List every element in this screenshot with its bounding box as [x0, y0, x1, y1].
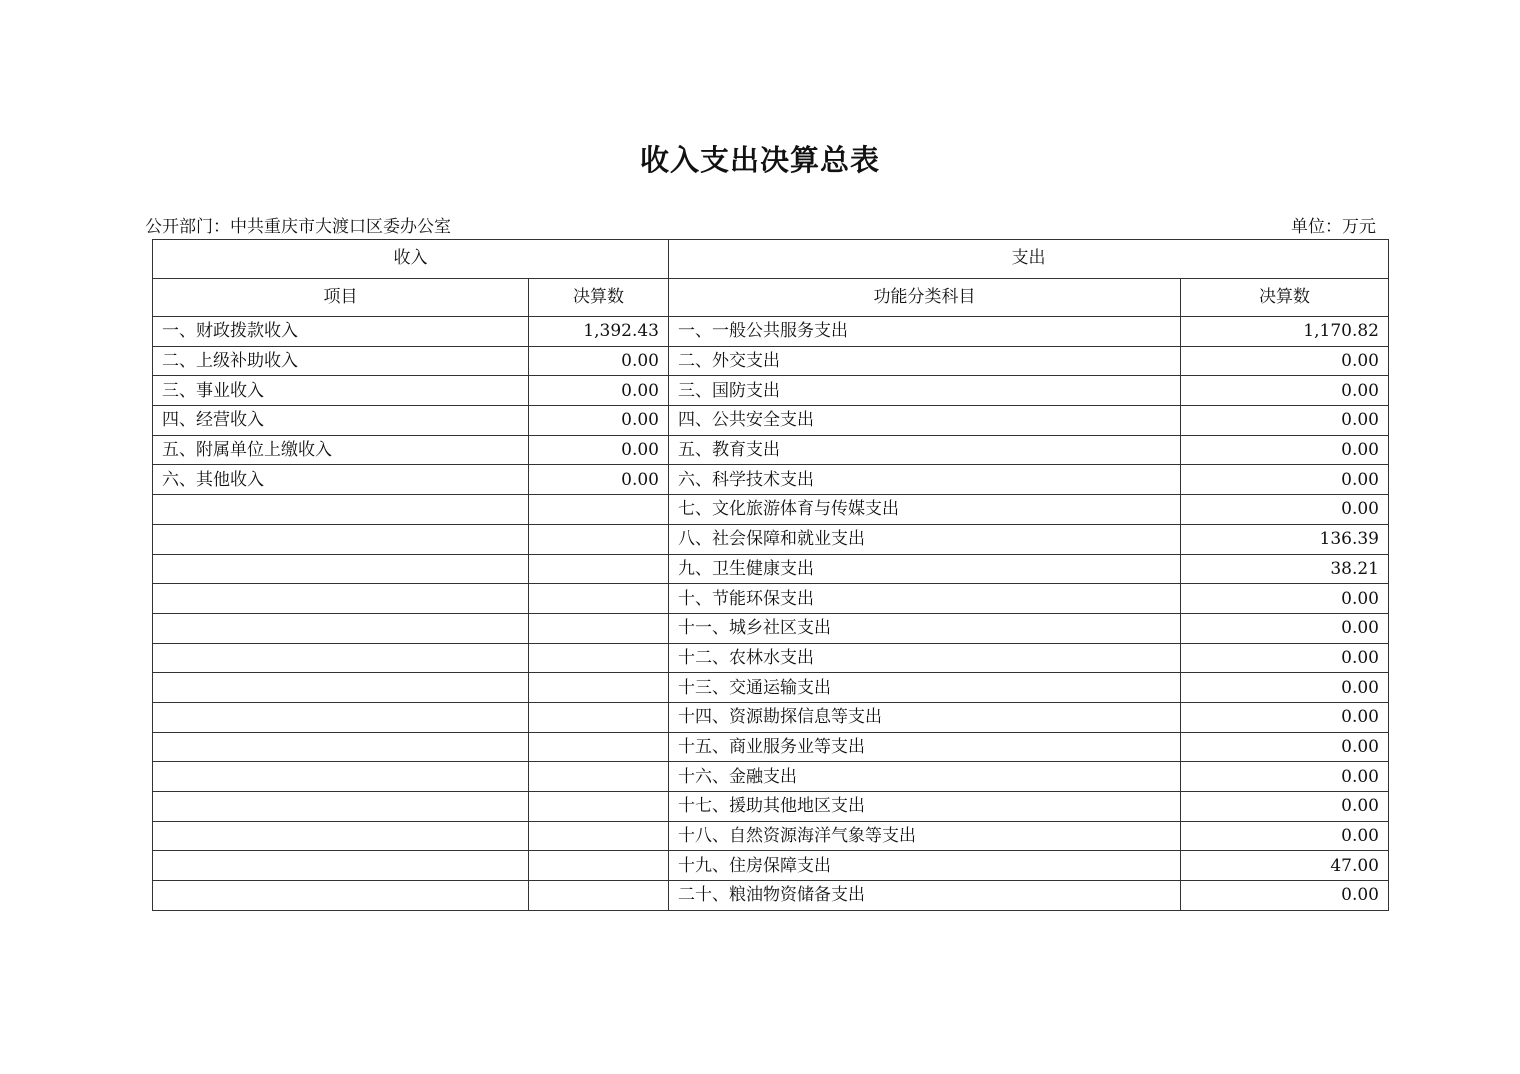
table-row	[153, 376, 1389, 406]
expense-amount-cell: 0.00	[1181, 792, 1389, 822]
expense-amount-cell: 1,170.82	[1181, 317, 1389, 347]
income-item-cell	[153, 613, 529, 643]
expense-item-cell: 三、国防支出	[669, 376, 1181, 406]
table-row	[153, 613, 1389, 643]
income-amount-cell	[529, 584, 669, 614]
income-item-cell	[153, 524, 529, 554]
expense-item-cell: 八、社会保障和就业支出	[669, 524, 1181, 554]
expense-item-cell: 十一、城乡社区支出	[669, 613, 1181, 643]
table-row	[153, 673, 1389, 703]
income-item-cell	[153, 881, 529, 911]
income-amount-cell: 0.00	[529, 435, 669, 465]
income-item-cell	[153, 673, 529, 703]
income-item-cell	[153, 554, 529, 584]
expense-amount-cell: 0.00	[1181, 406, 1389, 436]
income-amount-cell: 0.00	[529, 376, 669, 406]
expense-item-cell: 二十、粮油物资储备支出	[669, 881, 1181, 911]
expense-amount-cell: 38.21	[1181, 554, 1389, 584]
expense-amount-cell: 47.00	[1181, 851, 1389, 881]
income-item-cell	[153, 851, 529, 881]
income-amount-cell: 0.00	[529, 465, 669, 495]
expense-item-cell: 二、外交支出	[669, 346, 1181, 376]
income-amount-cell	[529, 702, 669, 732]
income-expense-table	[152, 239, 1389, 911]
expense-amount-cell: 0.00	[1181, 762, 1389, 792]
expense-item-cell: 四、公共安全支出	[669, 406, 1181, 436]
expense-item-cell: 十六、金融支出	[669, 762, 1181, 792]
table-row	[153, 762, 1389, 792]
income-item-cell	[153, 732, 529, 762]
table-row	[153, 435, 1389, 465]
expense-item-cell: 十三、交通运输支出	[669, 673, 1181, 703]
table-row	[153, 851, 1389, 881]
expense-amount-cell: 0.00	[1181, 376, 1389, 406]
table-row	[153, 792, 1389, 822]
expense-amount-cell: 0.00	[1181, 821, 1389, 851]
table-row	[153, 317, 1389, 347]
income-amount-cell	[529, 643, 669, 673]
income-item-cell: 六、其他收入	[153, 465, 529, 495]
income-item-cell	[153, 821, 529, 851]
income-item-cell	[153, 643, 529, 673]
income-amount-cell	[529, 495, 669, 525]
page-title: 收入支出决算总表	[639, 143, 880, 177]
table-row	[153, 346, 1389, 376]
table-column-header-row	[153, 278, 1389, 317]
income-item-cell: 二、上级补助收入	[153, 346, 529, 376]
expense-amount-cell: 0.00	[1181, 643, 1389, 673]
expense-amount-cell: 0.00	[1181, 346, 1389, 376]
table-row	[153, 554, 1389, 584]
column-header-functional-category: 功能分类科目	[669, 278, 1181, 317]
income-amount-cell	[529, 792, 669, 822]
income-item-cell: 三、事业收入	[153, 376, 529, 406]
table-row	[153, 584, 1389, 614]
expense-item-cell: 十二、农林水支出	[669, 643, 1181, 673]
expense-amount-cell: 0.00	[1181, 613, 1389, 643]
table-row	[153, 524, 1389, 554]
table-body	[153, 317, 1389, 911]
expense-item-cell: 五、教育支出	[669, 435, 1181, 465]
table-row	[153, 406, 1389, 436]
expense-amount-cell: 0.00	[1181, 495, 1389, 525]
expense-amount-cell: 136.39	[1181, 524, 1389, 554]
table-row	[153, 732, 1389, 762]
income-item-cell	[153, 584, 529, 614]
income-item-cell: 五、附属单位上缴收入	[153, 435, 529, 465]
table-row	[153, 881, 1389, 911]
expense-item-cell: 六、科学技术支出	[669, 465, 1181, 495]
table-row	[153, 643, 1389, 673]
expense-amount-cell: 0.00	[1181, 732, 1389, 762]
income-item-cell: 一、财政拨款收入	[153, 317, 529, 347]
expense-item-cell: 一、一般公共服务支出	[669, 317, 1181, 347]
income-item-cell	[153, 702, 529, 732]
expense-amount-cell: 0.00	[1181, 702, 1389, 732]
expense-item-cell: 十七、援助其他地区支出	[669, 792, 1181, 822]
table-row	[153, 821, 1389, 851]
income-item-cell	[153, 495, 529, 525]
expense-amount-cell: 0.00	[1181, 673, 1389, 703]
table-group-header-row	[153, 240, 1389, 279]
table-row	[153, 465, 1389, 495]
expense-amount-cell: 0.00	[1181, 465, 1389, 495]
expense-item-cell: 十四、资源勘探信息等支出	[669, 702, 1181, 732]
income-item-cell: 四、经营收入	[153, 406, 529, 436]
income-group-header: 收入	[153, 240, 669, 279]
expense-item-cell: 十八、自然资源海洋气象等支出	[669, 821, 1181, 851]
table-row	[153, 702, 1389, 732]
income-amount-cell	[529, 673, 669, 703]
income-amount-cell: 0.00	[529, 346, 669, 376]
expense-item-cell: 十五、商业服务业等支出	[669, 732, 1181, 762]
income-amount-cell	[529, 554, 669, 584]
expense-amount-cell: 0.00	[1181, 435, 1389, 465]
income-amount-cell: 0.00	[529, 406, 669, 436]
income-item-cell	[153, 792, 529, 822]
income-amount-cell	[529, 881, 669, 911]
table-row	[153, 495, 1389, 525]
expense-item-cell: 十、节能环保支出	[669, 584, 1181, 614]
income-amount-cell	[529, 762, 669, 792]
unit-label: 单位：万元	[1291, 217, 1376, 237]
income-amount-cell	[529, 851, 669, 881]
expense-group-header: 支出	[669, 240, 1389, 279]
income-amount-cell	[529, 821, 669, 851]
expense-item-cell: 九、卫生健康支出	[669, 554, 1181, 584]
column-header-expense-amount: 决算数	[1181, 278, 1389, 317]
income-amount-cell	[529, 613, 669, 643]
income-amount-cell	[529, 524, 669, 554]
income-item-cell	[153, 762, 529, 792]
column-header-income-amount: 决算数	[529, 278, 669, 317]
expense-item-cell: 十九、住房保障支出	[669, 851, 1181, 881]
expense-amount-cell: 0.00	[1181, 584, 1389, 614]
income-amount-cell: 1,392.43	[529, 317, 669, 347]
expense-item-cell: 七、文化旅游体育与传媒支出	[669, 495, 1181, 525]
department-label: 公开部门：中共重庆市大渡口区委办公室	[145, 217, 451, 237]
expense-amount-cell: 0.00	[1181, 881, 1389, 911]
column-header-item: 项目	[153, 278, 529, 317]
income-amount-cell	[529, 732, 669, 762]
